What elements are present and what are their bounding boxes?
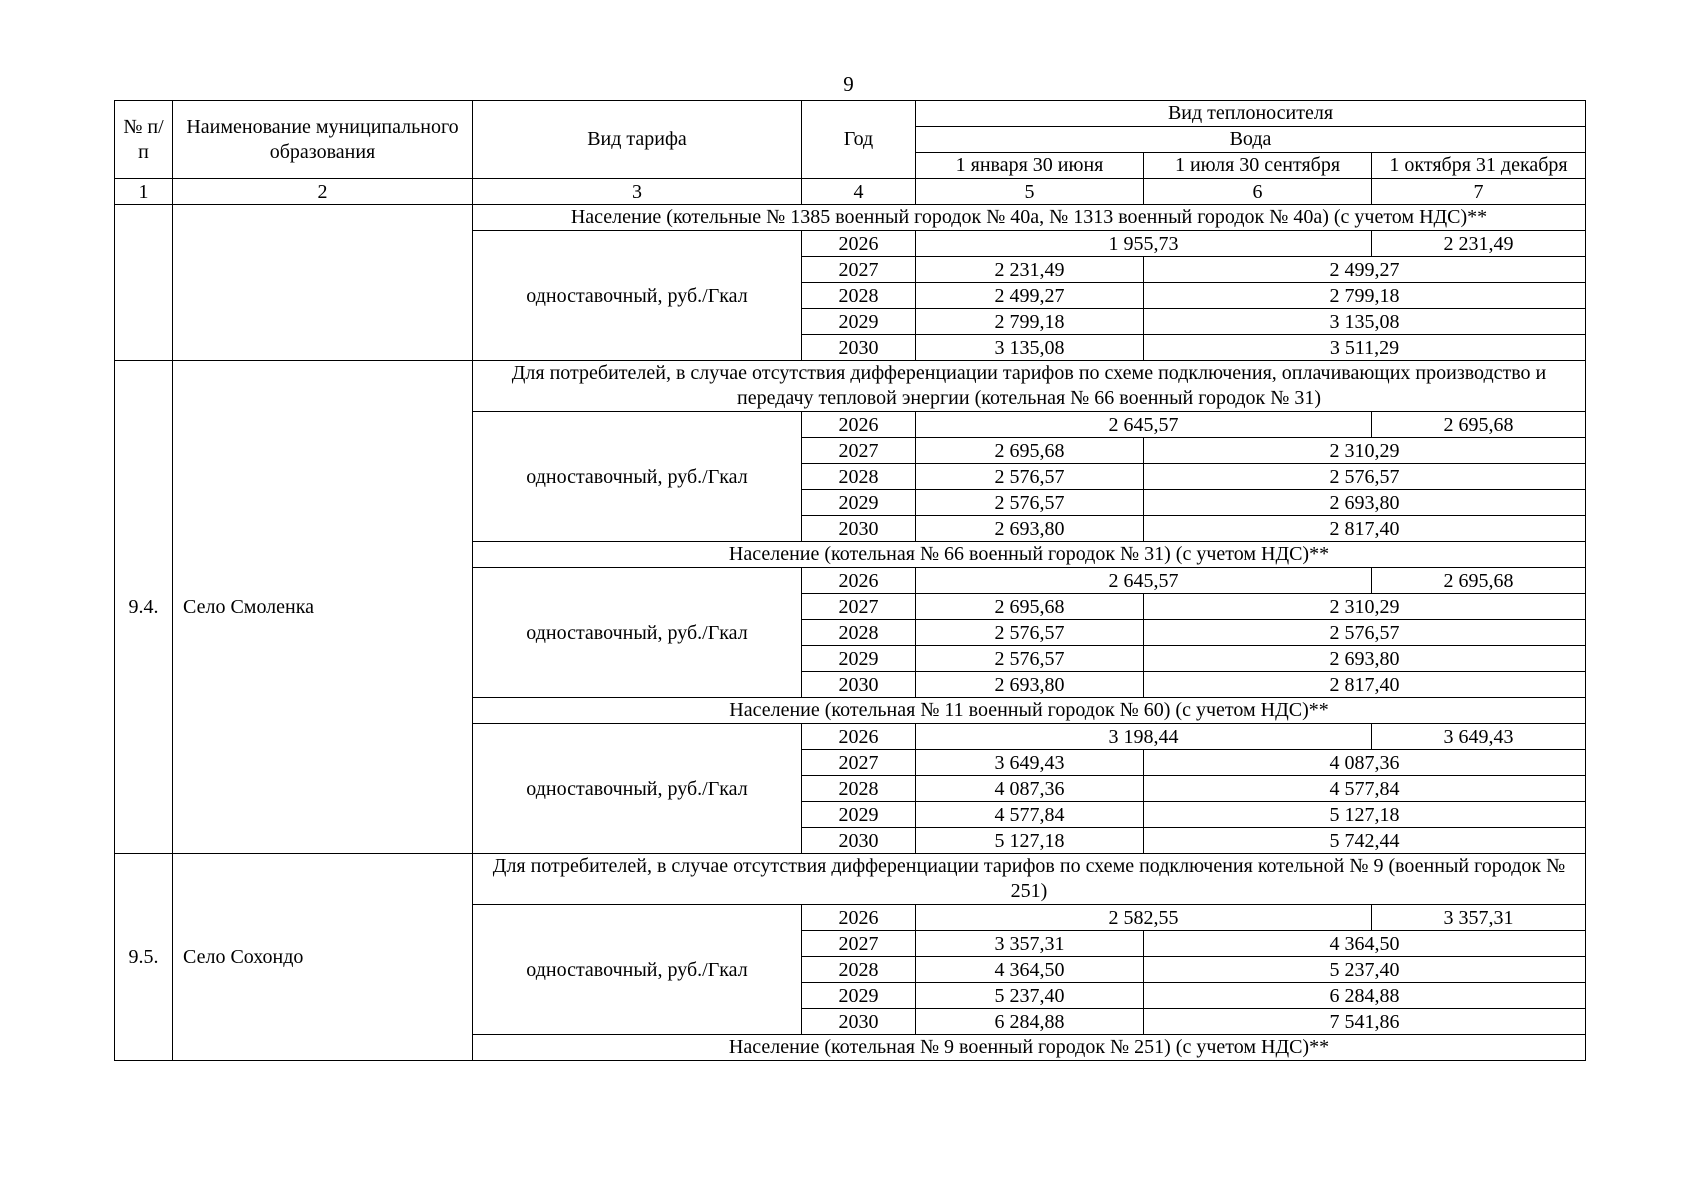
year-cell: 2027 [802, 931, 916, 957]
value-cell-h2: 2 693,80 [1144, 646, 1586, 672]
header-municipality: Наименование муниципального образования [173, 101, 473, 179]
value-cell-half-year: 3 198,44 [916, 724, 1372, 750]
value-cell-h2: 2 576,57 [1144, 464, 1586, 490]
value-cell-h1: 2 576,57 [916, 646, 1144, 672]
year-cell: 2030 [802, 516, 916, 542]
value-cell-h1: 4 087,36 [916, 776, 1144, 802]
header-carrier: Вид теплоносителя [916, 101, 1586, 127]
year-cell: 2027 [802, 257, 916, 283]
year-cell: 2026 [802, 568, 916, 594]
column-number: 6 [1144, 179, 1372, 205]
tariff-type: одноставочный, руб./Гкал [473, 905, 802, 1035]
value-cell-h2: 4 364,50 [1144, 931, 1586, 957]
value-cell-h1: 2 576,57 [916, 620, 1144, 646]
year-cell: 2026 [802, 905, 916, 931]
value-cell-h1: 2 695,68 [916, 438, 1144, 464]
value-cell-h1: 2 799,18 [916, 309, 1144, 335]
year-cell: 2030 [802, 828, 916, 854]
table-header [115, 101, 1586, 179]
year-cell: 2027 [802, 750, 916, 776]
group-title-row [115, 361, 1586, 412]
value-cell-h2: 2 817,40 [1144, 516, 1586, 542]
table-body [115, 179, 1586, 1061]
group-title: Для потребителей, в случае отсутствия дифференциации тарифов по схеме подключения, оплачивающих производство и передачу тепловой энергии (котельная № 66 военный городок № 31) [473, 361, 1586, 412]
year-cell: 2028 [802, 283, 916, 309]
group-title: Население (котельные № 1385 военный городок № 40а, № 1313 военный городок № 40а) (с учетом НДС)** [473, 205, 1586, 231]
value-cell-h1: 6 284,88 [916, 1009, 1144, 1035]
section-number: 9.5. [115, 854, 173, 1061]
year-cell: 2027 [802, 438, 916, 464]
value-cell-h1: 3 649,43 [916, 750, 1144, 776]
header-period-3: 1 октября 31 декабря [1372, 153, 1586, 179]
group-title-row [115, 205, 1586, 231]
tariff-type: одноставочный, руб./Гкал [473, 568, 802, 698]
value-cell-h2: 6 284,88 [1144, 983, 1586, 1009]
page-number: 9 [843, 72, 854, 96]
column-number: 3 [473, 179, 802, 205]
value-cell-half-year: 2 645,57 [916, 412, 1372, 438]
group-title: Население (котельная № 11 военный городок № 60) (с учетом НДС)** [473, 698, 1586, 724]
value-cell-h1: 2 231,49 [916, 257, 1144, 283]
year-cell: 2029 [802, 802, 916, 828]
column-number: 2 [173, 179, 473, 205]
year-cell: 2030 [802, 1009, 916, 1035]
section-name: Село Смоленка [173, 361, 473, 854]
header-num: № п/п [115, 101, 173, 179]
group-title-row [115, 854, 1586, 905]
value-cell-h2: 5 237,40 [1144, 957, 1586, 983]
value-cell-q4: 2 695,68 [1372, 412, 1586, 438]
year-cell: 2026 [802, 231, 916, 257]
value-cell-h2: 2 310,29 [1144, 594, 1586, 620]
value-cell-h1: 2 695,68 [916, 594, 1144, 620]
year-cell: 2030 [802, 335, 916, 361]
value-cell-h1: 4 577,84 [916, 802, 1144, 828]
value-cell-h1: 5 237,40 [916, 983, 1144, 1009]
value-cell-h1: 2 693,80 [916, 672, 1144, 698]
value-cell-h2: 2 576,57 [1144, 620, 1586, 646]
value-cell-h2: 3 135,08 [1144, 309, 1586, 335]
column-number: 7 [1372, 179, 1586, 205]
value-cell-h1: 5 127,18 [916, 828, 1144, 854]
header-year: Год [802, 101, 916, 179]
value-cell-h1: 2 576,57 [916, 490, 1144, 516]
value-cell-h1: 4 364,50 [916, 957, 1144, 983]
year-cell: 2028 [802, 620, 916, 646]
value-cell-h2: 7 541,86 [1144, 1009, 1586, 1035]
year-cell: 2028 [802, 776, 916, 802]
value-cell-h1: 3 357,31 [916, 931, 1144, 957]
group-title: Население (котельная № 9 военный городок № 251) (с учетом НДС)** [473, 1035, 1586, 1061]
value-cell-h2: 4 087,36 [1144, 750, 1586, 776]
column-number-row [115, 179, 1586, 205]
value-cell-q4: 2 695,68 [1372, 568, 1586, 594]
header-period-1: 1 января 30 июня [916, 153, 1144, 179]
value-cell-half-year: 2 582,55 [916, 905, 1372, 931]
year-cell: 2028 [802, 464, 916, 490]
value-cell-h1: 3 135,08 [916, 335, 1144, 361]
value-cell-half-year: 2 645,57 [916, 568, 1372, 594]
section-name: Село Сохондо [173, 854, 473, 1061]
group-title: Для потребителей, в случае отсутствия дифференциации тарифов по схеме подключения котельной № 9 (военный городок № 251) [473, 854, 1586, 905]
header-period-2: 1 июля 30 сентября [1144, 153, 1372, 179]
header-water: Вода [916, 127, 1586, 153]
tariff-type: одноставочный, руб./Гкал [473, 231, 802, 361]
column-number: 4 [802, 179, 916, 205]
year-cell: 2029 [802, 490, 916, 516]
value-cell-h2: 2 817,40 [1144, 672, 1586, 698]
value-cell-h2: 5 127,18 [1144, 802, 1586, 828]
value-cell-h2: 2 310,29 [1144, 438, 1586, 464]
tariff-type: одноставочный, руб./Гкал [473, 412, 802, 542]
year-cell: 2029 [802, 983, 916, 1009]
year-cell: 2027 [802, 594, 916, 620]
value-cell-h2: 2 799,18 [1144, 283, 1586, 309]
section-number: 9.4. [115, 361, 173, 854]
year-cell: 2026 [802, 412, 916, 438]
value-cell-h1: 2 693,80 [916, 516, 1144, 542]
group-title: Население (котельная № 66 военный городок № 31) (с учетом НДС)** [473, 542, 1586, 568]
value-cell-h2: 3 511,29 [1144, 335, 1586, 361]
section-number [115, 205, 173, 361]
value-cell-h2: 4 577,84 [1144, 776, 1586, 802]
year-cell: 2026 [802, 724, 916, 750]
value-cell-h2: 5 742,44 [1144, 828, 1586, 854]
year-cell: 2030 [802, 672, 916, 698]
value-cell-q4: 3 357,31 [1372, 905, 1586, 931]
year-cell: 2029 [802, 309, 916, 335]
value-cell-q4: 2 231,49 [1372, 231, 1586, 257]
year-cell: 2028 [802, 957, 916, 983]
value-cell-h1: 2 499,27 [916, 283, 1144, 309]
header-tariff-type: Вид тарифа [473, 101, 802, 179]
tariff-table [114, 100, 1586, 1061]
value-cell-h1: 2 576,57 [916, 464, 1144, 490]
tariff-type: одноставочный, руб./Гкал [473, 724, 802, 854]
column-number: 5 [916, 179, 1144, 205]
value-cell-h2: 2 693,80 [1144, 490, 1586, 516]
column-number: 1 [115, 179, 173, 205]
value-cell-half-year: 1 955,73 [916, 231, 1372, 257]
value-cell-h2: 2 499,27 [1144, 257, 1586, 283]
value-cell-q4: 3 649,43 [1372, 724, 1586, 750]
year-cell: 2029 [802, 646, 916, 672]
section-name [173, 205, 473, 361]
